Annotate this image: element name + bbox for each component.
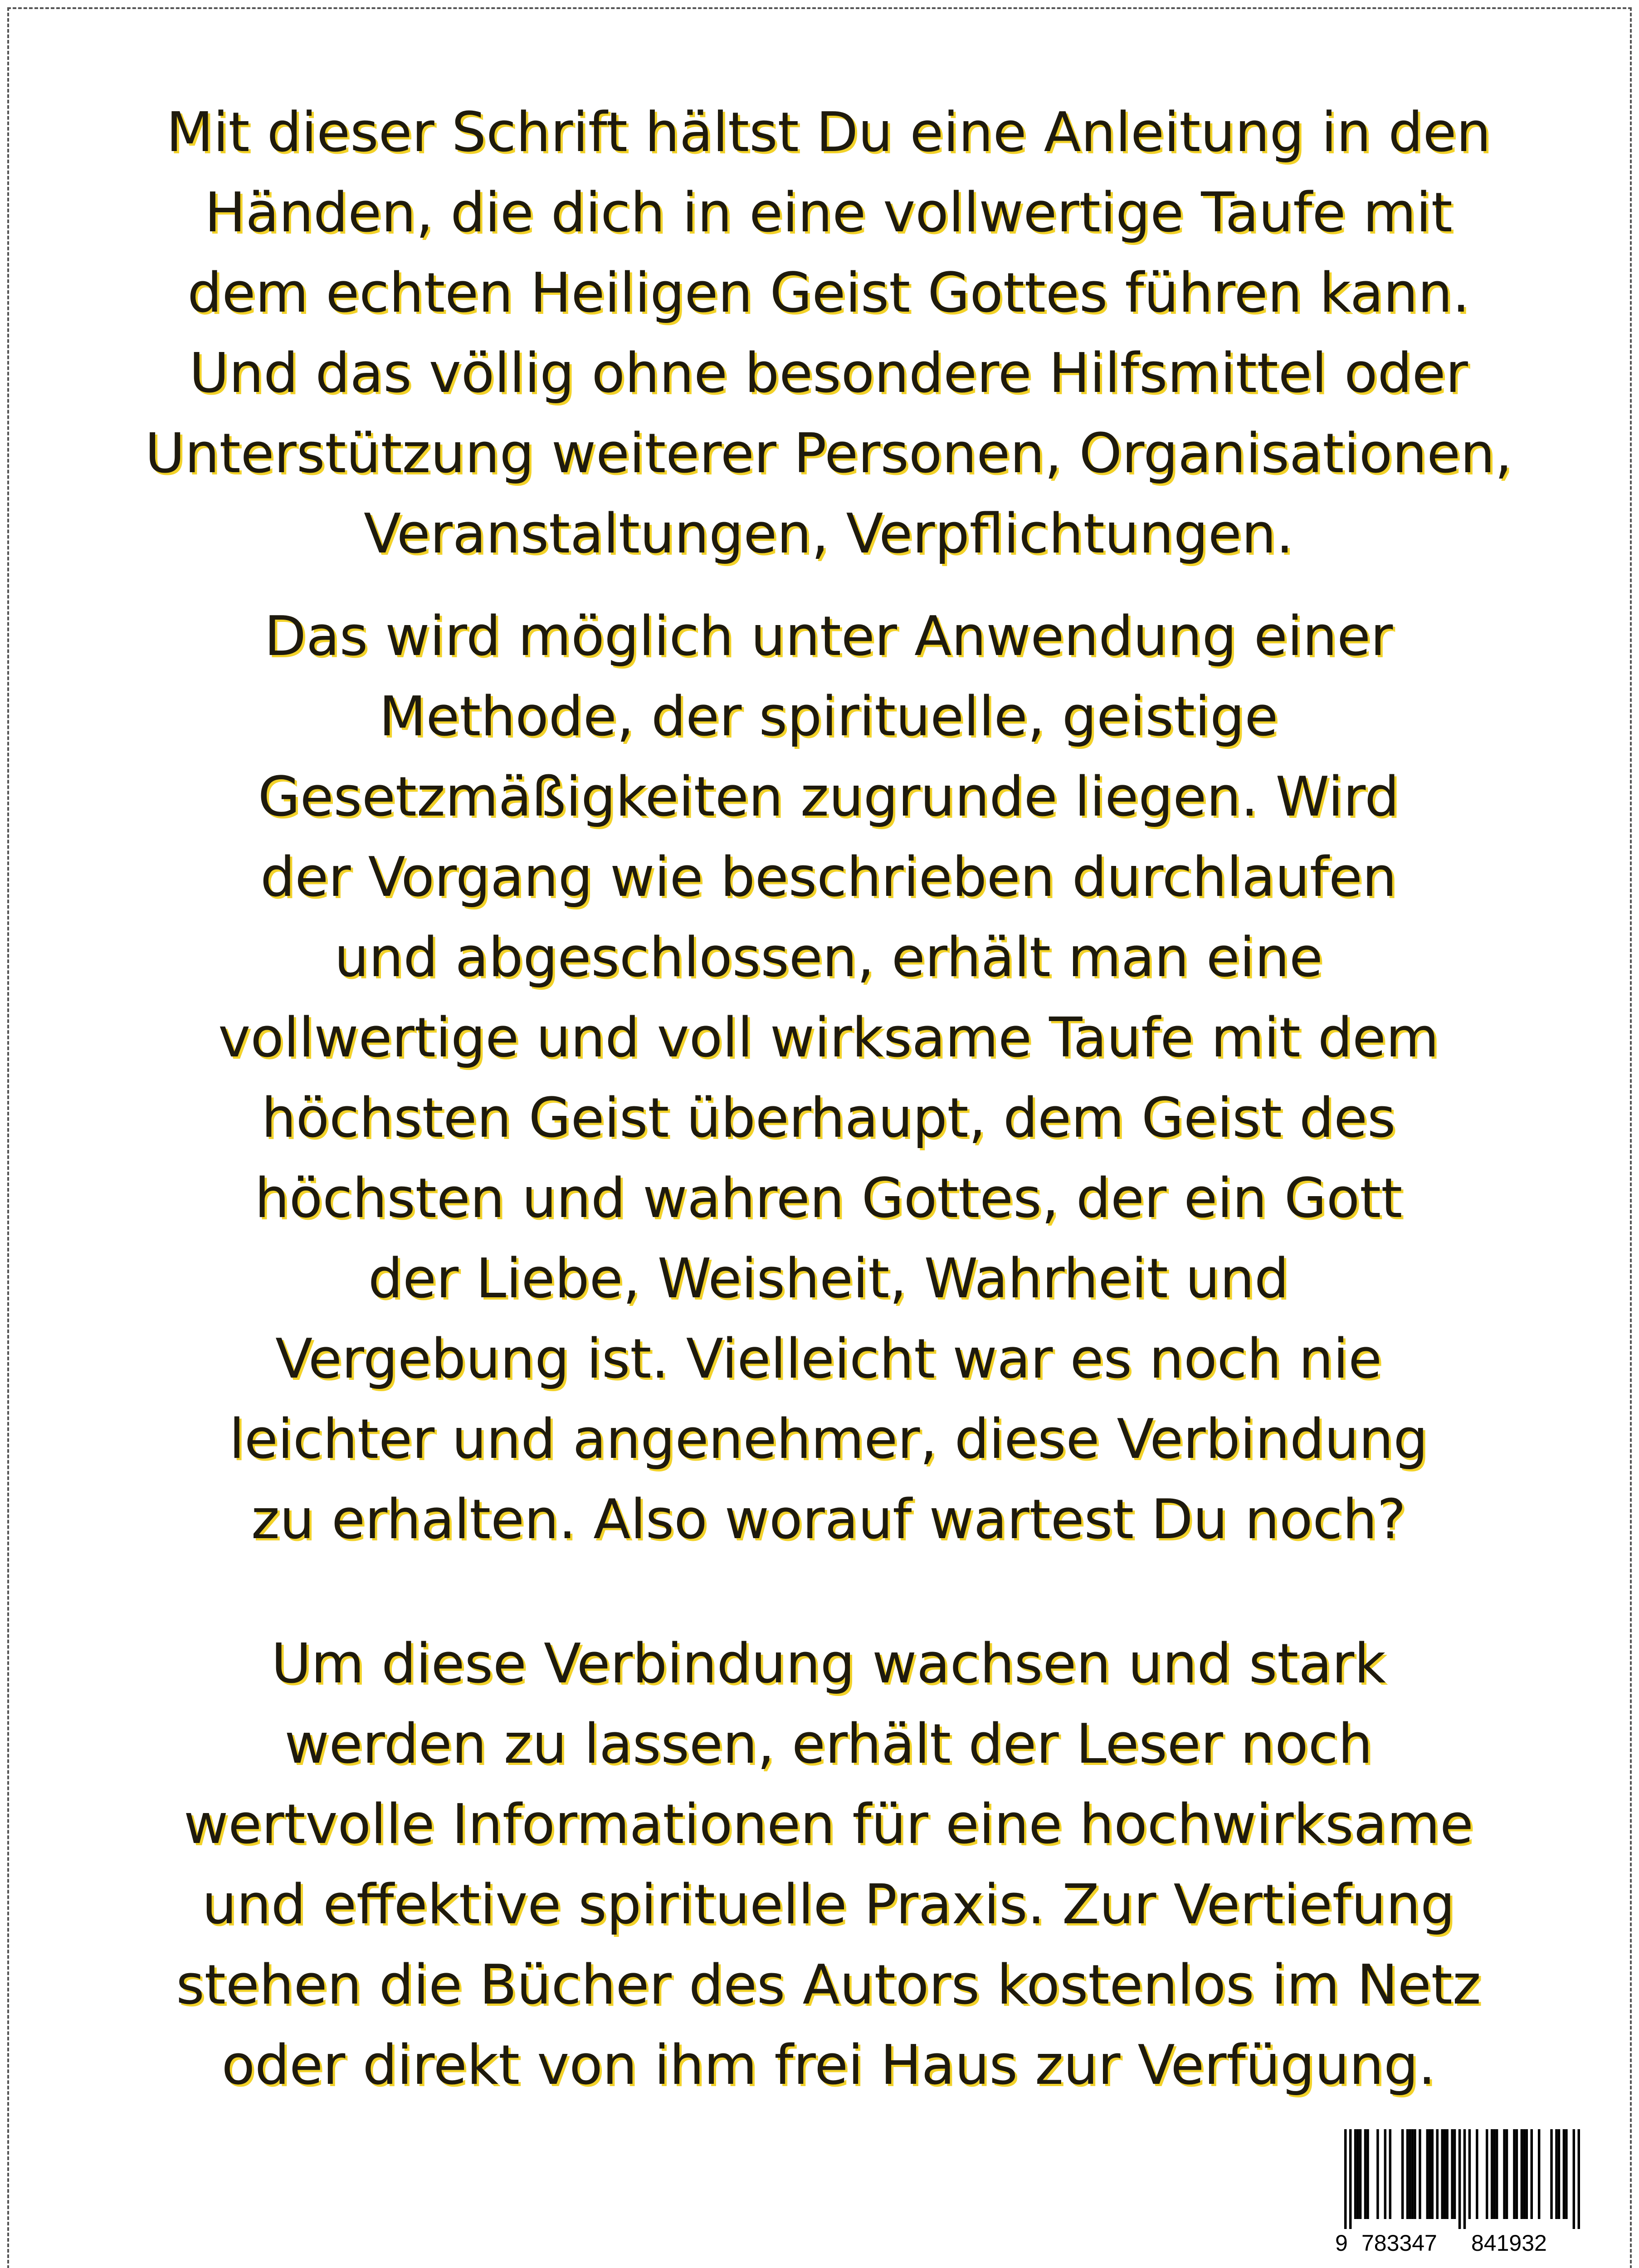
barcode-bar [1558, 2129, 1560, 2219]
barcode-bar [1401, 2129, 1404, 2219]
back-cover-page [7, 7, 1632, 2268]
barcode-bar [1409, 2129, 1411, 2219]
barcode-bar [1491, 2129, 1493, 2219]
barcode-bar [1359, 2129, 1361, 2219]
text-line: Um diese Verbindung wachsen und stark [271, 1633, 1386, 1696]
barcode-bar [1376, 2129, 1379, 2219]
text-line: leichter und angenehmer, diese Verbindung [229, 1408, 1428, 1471]
barcode-digits [1335, 2230, 1589, 2257]
blurb-paragraph-1 [86, 93, 1571, 574]
barcode-bar [1538, 2129, 1540, 2219]
barcode-bar [1573, 2129, 1575, 2229]
barcode-bars-graphic [1344, 2129, 1580, 2229]
text-line: höchsten und wahren Gottes, der ein Gott [254, 1167, 1403, 1230]
barcode-bar [1364, 2129, 1366, 2219]
barcode-bar [1486, 2129, 1488, 2219]
text-line: Gesetzmäßigkeiten zugrunde liegen. Wird [258, 766, 1400, 829]
barcode-bar [1531, 2129, 1533, 2219]
text-line: der Liebe, Weisheit, Wahrheit und [368, 1247, 1289, 1310]
barcode-bar [1406, 2129, 1409, 2219]
barcode-bar [1563, 2129, 1565, 2219]
barcode-bar [1526, 2129, 1528, 2219]
text-line: Veranstaltungen, Verpflichtungen. [364, 503, 1293, 566]
barcode-bar [1550, 2129, 1552, 2219]
barcode-bar [1356, 2129, 1359, 2219]
barcode-bar [1523, 2129, 1525, 2219]
barcode-bar [1411, 2129, 1414, 2219]
text-line: Mit dieser Schrift hältst Du eine Anleitung in den [166, 101, 1491, 164]
barcode-bar [1426, 2129, 1429, 2219]
barcode-bar [1451, 2129, 1453, 2219]
barcode-bar [1503, 2129, 1505, 2219]
barcode-bar [1414, 2129, 1416, 2219]
barcode-bar [1444, 2129, 1446, 2219]
barcode-bar [1366, 2129, 1369, 2219]
barcode-bar [1354, 2129, 1356, 2219]
text-line: Händen, die dich in eine vollwertige Taufe mit [205, 181, 1453, 244]
text-line: stehen die Bücher des Autors kostenlos im Netz [176, 1954, 1481, 2017]
text-line: höchsten Geist überhaupt, dem Geist des [261, 1087, 1396, 1150]
barcode-bar [1516, 2129, 1518, 2219]
barcode-bar [1565, 2129, 1567, 2219]
barcode-bar [1389, 2129, 1391, 2219]
text-line: zu erhalten. Also worauf wartest Du noch? [251, 1488, 1406, 1551]
text-line: oder direkt von ihm frei Haus zur Verfügung. [221, 2034, 1436, 2097]
isbn-barcode [1335, 2125, 1589, 2264]
barcode-right-group: 841932 [1471, 2230, 1547, 2256]
barcode-bar [1578, 2129, 1580, 2229]
text-line: vollwertige und voll wirksame Taufe mit dem [218, 1007, 1439, 1070]
text-line: der Vorgang wie beschrieben durchlaufen [260, 846, 1397, 909]
barcode-bar [1436, 2129, 1439, 2219]
text-line: und effektive spirituelle Praxis. Zur Vertiefung [202, 1873, 1455, 1936]
barcode-bar [1349, 2129, 1351, 2229]
text-line: Vergebung ist. Vielleicht war es noch nie [275, 1328, 1382, 1391]
text-line: wertvolle Informationen für eine hochwirksame [184, 1793, 1473, 1856]
text-line: werden zu lassen, erhält der Leser noch [284, 1713, 1373, 1776]
barcode-bar [1496, 2129, 1498, 2219]
barcode-bar [1506, 2129, 1508, 2219]
text-line: Unterstützung weiterer Personen, Organisationen, [145, 422, 1512, 485]
barcode-bar [1446, 2129, 1448, 2219]
barcode-bar [1493, 2129, 1495, 2219]
barcode-bar [1555, 2129, 1557, 2219]
barcode-bar [1468, 2129, 1471, 2219]
blurb-paragraph-2 [86, 596, 1571, 1560]
barcode-bar [1459, 2129, 1461, 2229]
text-line: Das wird möglich unter Anwendung einer [264, 605, 1393, 668]
text-line: Und das völlig ohne besondere Hilfsmittel oder [189, 342, 1468, 405]
barcode-left-group: 783347 [1361, 2230, 1437, 2256]
barcode-bar [1431, 2129, 1434, 2219]
text-line: Methode, der spirituelle, geistige [379, 685, 1278, 748]
barcode-bar [1344, 2129, 1346, 2229]
blurb-paragraph-3 [86, 1624, 1571, 2106]
barcode-bar [1384, 2129, 1386, 2219]
text-line: dem echten Heiligen Geist Gottes führen kann. [187, 262, 1470, 325]
text-line: und abgeschlossen, erhält man eine [334, 926, 1323, 989]
barcode-bar [1476, 2129, 1478, 2219]
barcode-bar [1454, 2129, 1456, 2219]
barcode-bar [1463, 2129, 1466, 2229]
barcode-lead-digit: 9 [1335, 2230, 1348, 2256]
barcode-bar [1521, 2129, 1523, 2219]
barcode-bar [1419, 2129, 1421, 2219]
barcode-bar [1429, 2129, 1431, 2219]
barcode-bar [1513, 2129, 1515, 2219]
barcode-bar [1441, 2129, 1443, 2219]
